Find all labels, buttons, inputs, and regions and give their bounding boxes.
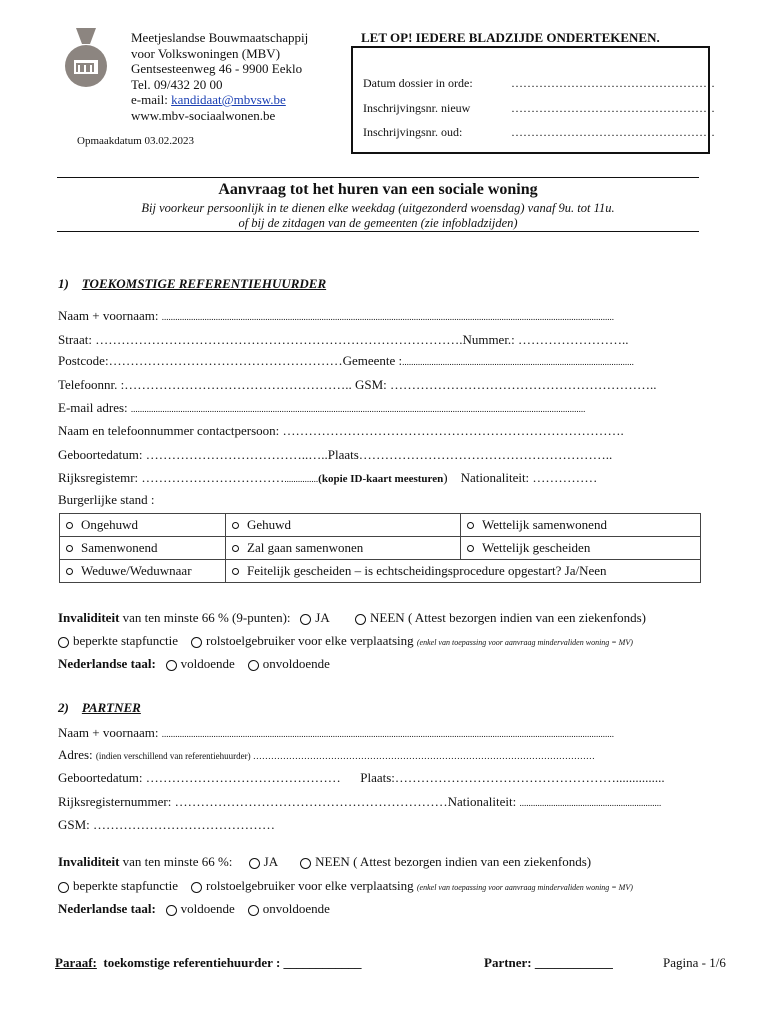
invaliditeit-row	[58, 610, 646, 626]
field-label: Postcode:	[58, 353, 109, 368]
invaliditeit-label: Invaliditeit	[58, 854, 120, 869]
field-label: Adres:	[58, 747, 96, 762]
option-gehuwd[interactable]	[226, 514, 461, 537]
section-number: 2)	[58, 700, 69, 715]
voldoende-label: voldoende	[180, 656, 235, 671]
paraaf-referentie[interactable]: toekomstige referentiehuurder : ____________	[103, 955, 362, 970]
option-label: Zal gaan samenwonen	[247, 540, 364, 555]
onvoldoende-label: onvoldoende	[262, 656, 330, 671]
radio-voldoende[interactable]	[166, 660, 177, 671]
field-label: Geboortedatum:	[58, 770, 146, 785]
rolstoel-note: (enkel van toepassing voor aanvraag mindervaliden woning = MV)	[416, 638, 633, 647]
adres-note: (indien verschillend van referentiehuurder)	[95, 751, 253, 761]
paraaf-row	[55, 955, 362, 971]
paraaf-partner[interactable]: Partner: ____________	[484, 955, 613, 970]
neen-label: NEEN ( Attest bezorgen indien van een ziekenfonds)	[370, 610, 646, 625]
radio-circle	[467, 545, 474, 552]
radio-circle	[66, 522, 73, 529]
option-weduwe[interactable]	[60, 560, 226, 583]
radio-circle	[232, 522, 239, 529]
voldoende-label: voldoende	[180, 901, 235, 916]
checkbox-rolstoel[interactable]	[191, 882, 202, 893]
beperkte-label: beperkte stapfunctie	[73, 633, 179, 648]
neen-label: NEEN ( Attest bezorgen indien van een ziekenfonds)	[315, 854, 592, 869]
radio-neen[interactable]	[300, 858, 311, 869]
box-label-oud: Inschrijvingsnr. oud:	[363, 125, 463, 139]
page-number: Pagina - 1/6	[663, 955, 726, 970]
field-label: Gemeente :	[342, 353, 403, 368]
field-label: Straat:	[58, 332, 96, 347]
option-label: Samenwonend	[81, 540, 158, 555]
section-2-heading	[58, 700, 141, 716]
radio-onvoldoende[interactable]	[248, 660, 259, 671]
paraaf-label: Paraaf:	[55, 955, 97, 970]
checkbox-rolstoel[interactable]	[191, 637, 202, 648]
field-label: Naam + voornaam:	[58, 725, 162, 740]
option-label: Weduwe/Weduwnaar	[81, 563, 192, 578]
taal-label: Nederlandse taal:	[58, 901, 156, 916]
section-title: TOEKOMSTIGE REFERENTIEHUURDER	[81, 276, 327, 291]
partner-adres-field[interactable]: Adres: (indien verschillend van referentiehuurder) ……………………………………………………………………………………………………	[58, 747, 595, 762]
field-label: Plaats	[327, 447, 359, 462]
contact-field[interactable]: Naam en telefoonnummer contactpersoon: …………………………………………………………………….	[58, 423, 624, 438]
partner-rijksregister-field[interactable]: Rijksregisternummer: ………………………………………………………Nationaliteit: ...............................................................	[58, 794, 662, 809]
radio-circle	[232, 545, 239, 552]
field-label: Nummer.:	[462, 332, 519, 347]
organization-address	[131, 30, 308, 123]
org-line: Gentsesteenweg 46 - 9900 Eeklo	[131, 61, 303, 76]
radio-onvoldoende[interactable]	[248, 905, 259, 916]
partner-invaliditeit-row	[58, 854, 591, 870]
straat-field[interactable]: Straat: ………………………………………………………………………….Nummer.: ……………………..	[58, 332, 629, 347]
option-label: Wettelijk samenwonend	[482, 517, 607, 532]
page-title: Aanvraag tot het huren van een sociale woning	[218, 181, 538, 198]
onvoldoende-label: onvoldoende	[262, 901, 330, 916]
option-label: Ongehuwd	[81, 517, 139, 532]
option-zal-gaan-samenwonen[interactable]	[226, 537, 461, 560]
invaliditeit-text: van ten minste 66 %:	[119, 854, 233, 869]
field-label: Telefoonnr. :	[58, 377, 125, 392]
office-use-box	[351, 46, 715, 154]
field-label: Nationaliteit:	[460, 470, 533, 485]
radio-voldoende[interactable]	[166, 905, 177, 916]
section-title: PARTNER	[81, 700, 141, 715]
option-label: Gehuwd	[247, 517, 292, 532]
ja-label: JA	[263, 854, 278, 869]
radio-circle	[467, 522, 474, 529]
partner-taal-row	[58, 901, 330, 917]
radio-circle	[66, 545, 73, 552]
field-label: GSM:	[355, 377, 391, 392]
email-link[interactable]: kandidaat@mbvsw.be	[171, 92, 286, 107]
option-label: Wettelijk gescheiden	[482, 540, 591, 555]
field-label: Naam + voornaam:	[58, 308, 162, 323]
option-wettelijk-gescheiden[interactable]	[461, 537, 701, 560]
box-dots-nieuw[interactable]: ……………………………………………	[511, 101, 715, 115]
option-wettelijk-samenwonend[interactable]	[461, 514, 701, 537]
email-label: e-mail:	[131, 92, 172, 107]
invaliditeit-label: Invaliditeit	[58, 610, 120, 625]
radio-ja[interactable]	[300, 614, 311, 625]
mobility-row	[58, 633, 633, 649]
rijksregister-field[interactable]: Rijksregistemr: ……………………………...............(kopie ID-kaart meesturen) Nationaliteit: ……………	[58, 470, 598, 485]
rolstoel-label: rolstoelgebruiker voor elke verplaatsing	[206, 633, 414, 648]
org-line: Tel. 09/432 20 00	[131, 76, 223, 92]
box-dots-oud[interactable]: ……………………………………………	[511, 125, 715, 139]
field-label: Naam en telefoonnummer contactpersoon:	[58, 423, 283, 438]
opmaakdatum: Opmaakdatum 03.02.2023	[77, 135, 195, 147]
partner-gsm-field[interactable]: GSM: ……………………………………	[58, 817, 276, 832]
telefoon-field[interactable]: Telefoonnr. :…………………………………………….. GSM: ……………………………………………………..	[58, 377, 657, 392]
box-dots-datum[interactable]: ……………………………………………	[511, 76, 715, 90]
radio-circle	[66, 568, 73, 575]
field-label: Plaats:	[360, 770, 395, 785]
geboorte-field[interactable]: Geboortedatum: ………………………………..…..Plaats…………………………………………………..	[58, 447, 613, 462]
ja-label: JA	[315, 610, 330, 625]
radio-neen[interactable]	[355, 614, 366, 625]
taal-label: Nederlandse taal:	[58, 656, 156, 671]
field-label: Rijksregisternummer:	[58, 794, 175, 809]
radio-ja[interactable]	[249, 858, 260, 869]
invaliditeit-text: van ten minste 66 % (9-punten):	[119, 610, 291, 625]
section-number: 1)	[58, 276, 69, 291]
field-label: Rijksregistemr:	[58, 470, 142, 485]
box-label-nieuw: Inschrijvingsnr. nieuw	[363, 101, 471, 115]
section-1-heading	[58, 276, 326, 292]
divider	[57, 231, 699, 232]
option-feitelijk-gescheiden[interactable]	[226, 560, 701, 583]
kopie-close: )	[443, 470, 448, 485]
kopie-note: (kopie ID-kaart meesturen	[318, 473, 444, 485]
field-label: E-mail adres:	[58, 400, 131, 415]
checkbox-beperkte-stapfunctie[interactable]	[58, 882, 69, 893]
radio-circle	[232, 568, 239, 575]
burgerlijke-stand-label: Burgerlijke stand :	[58, 492, 155, 507]
partner-mobility-row	[58, 878, 633, 894]
email-field[interactable]: E-mail adres: ..........................................................................................................................................................................................................	[58, 400, 586, 415]
field-label: Geboortedatum:	[58, 447, 146, 462]
divider	[57, 177, 699, 178]
option-label: Feitelijk gescheiden – is echtscheidingsprocedure opgestart? Ja/Neen	[247, 563, 607, 578]
option-samenwonend[interactable]	[60, 537, 226, 560]
website: www.mbv-sociaalwonen.be	[131, 107, 276, 123]
mbv-logo	[60, 26, 112, 90]
rolstoel-note: (enkel van toepassing voor aanvraag mindervaliden woning = MV)	[416, 883, 633, 892]
partner-naam-field[interactable]: Naam + voornaam: .........................................................................................................................................................................................................	[58, 725, 614, 740]
subtitle-2: of bij de zitdagen van de gemeenten (zie infobladzijden)	[238, 216, 518, 230]
subtitle-1: Bij voorkeur persoonlijk in te dienen elke weekdag (uitgezonderd woensdag) vanaf 9u. tot 11u.	[141, 201, 615, 215]
box-label-datum: Datum dossier in orde:	[363, 76, 473, 90]
civil-status-table	[59, 513, 701, 583]
beperkte-label: beperkte stapfunctie	[73, 878, 179, 893]
checkbox-beperkte-stapfunctie[interactable]	[58, 637, 69, 648]
partner-geboorte-field[interactable]: Geboortedatum: ……………………………………… Plaats:……………………………………………...............	[58, 770, 665, 785]
postcode-field[interactable]: Postcode:………………………………………………Gemeente :.......................................................................................................	[58, 353, 634, 368]
rolstoel-label: rolstoelgebruiker voor elke verplaatsing	[206, 878, 414, 893]
option-ongehuwd[interactable]	[60, 514, 226, 537]
field-label: GSM:	[58, 817, 94, 832]
taal-row	[58, 656, 330, 672]
field-label: Nationaliteit:	[447, 794, 520, 809]
naam-field[interactable]: Naam + voornaam: .........................................................................................................................................................................................................	[58, 308, 614, 323]
sign-warning: LET OP! IEDERE BLADZIJDE ONDERTEKENEN.	[361, 30, 660, 45]
org-line: voor Volkswoningen (MBV)	[131, 45, 281, 61]
org-line: Meetjeslandse Bouwmaatschappij	[131, 30, 309, 45]
